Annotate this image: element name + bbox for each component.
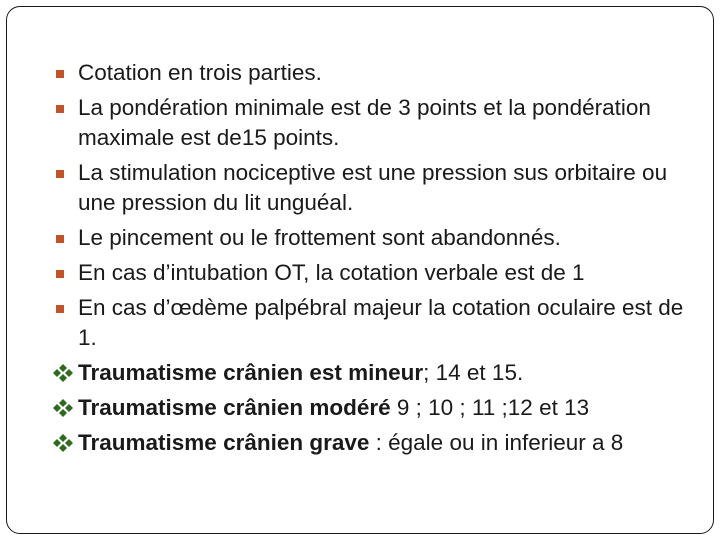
severity-value: 9 ; 10 ; 11 ;12 et 13 bbox=[390, 395, 590, 420]
diamond-bullet-icon bbox=[52, 433, 74, 453]
bullet-list bbox=[52, 58, 692, 463]
square-bullet-icon bbox=[56, 70, 64, 78]
severity-label: Traumatisme crânien grave bbox=[78, 430, 370, 455]
severity-value: : égale ou in inferieur a 8 bbox=[369, 430, 624, 455]
square-bullet-icon bbox=[56, 270, 64, 278]
bullet-item bbox=[52, 158, 692, 218]
square-bullet-icon bbox=[56, 235, 64, 243]
bullet-item bbox=[52, 93, 692, 153]
severity-item-modere bbox=[52, 393, 692, 423]
bullet-text: En cas d’intubation OT, la cotation verbale est de 1 bbox=[78, 260, 585, 285]
square-bullet-icon bbox=[56, 170, 64, 178]
severity-item-grave bbox=[52, 428, 692, 458]
diamond-bullet-icon bbox=[52, 363, 74, 383]
severity-value: ; 14 et 15. bbox=[423, 360, 524, 385]
square-bullet-icon bbox=[56, 305, 64, 313]
bullet-text: Cotation en trois parties. bbox=[78, 60, 322, 85]
diamond-bullet-icon bbox=[52, 398, 74, 418]
bullet-text: En cas d’œdème palpébral majeur la cotation oculaire est de 1. bbox=[78, 295, 684, 350]
square-bullet-icon bbox=[56, 105, 64, 113]
severity-label: Traumatisme crânien modéré bbox=[78, 395, 391, 420]
bullet-text: La stimulation nociceptive est une pression sus orbitaire ou une pression du lit unguéal. bbox=[78, 160, 668, 215]
bullet-text: La pondération minimale est de 3 points et la pondération maximale est de15 points. bbox=[78, 95, 651, 150]
bullet-item bbox=[52, 223, 692, 253]
bullet-item bbox=[52, 293, 692, 353]
bullet-item bbox=[52, 258, 692, 288]
bullet-item bbox=[52, 58, 692, 88]
severity-label: Traumatisme crânien est mineur bbox=[78, 360, 424, 385]
bullet-text: Le pincement ou le frottement sont abandonnés. bbox=[78, 225, 561, 250]
severity-item-mineur bbox=[52, 358, 692, 388]
